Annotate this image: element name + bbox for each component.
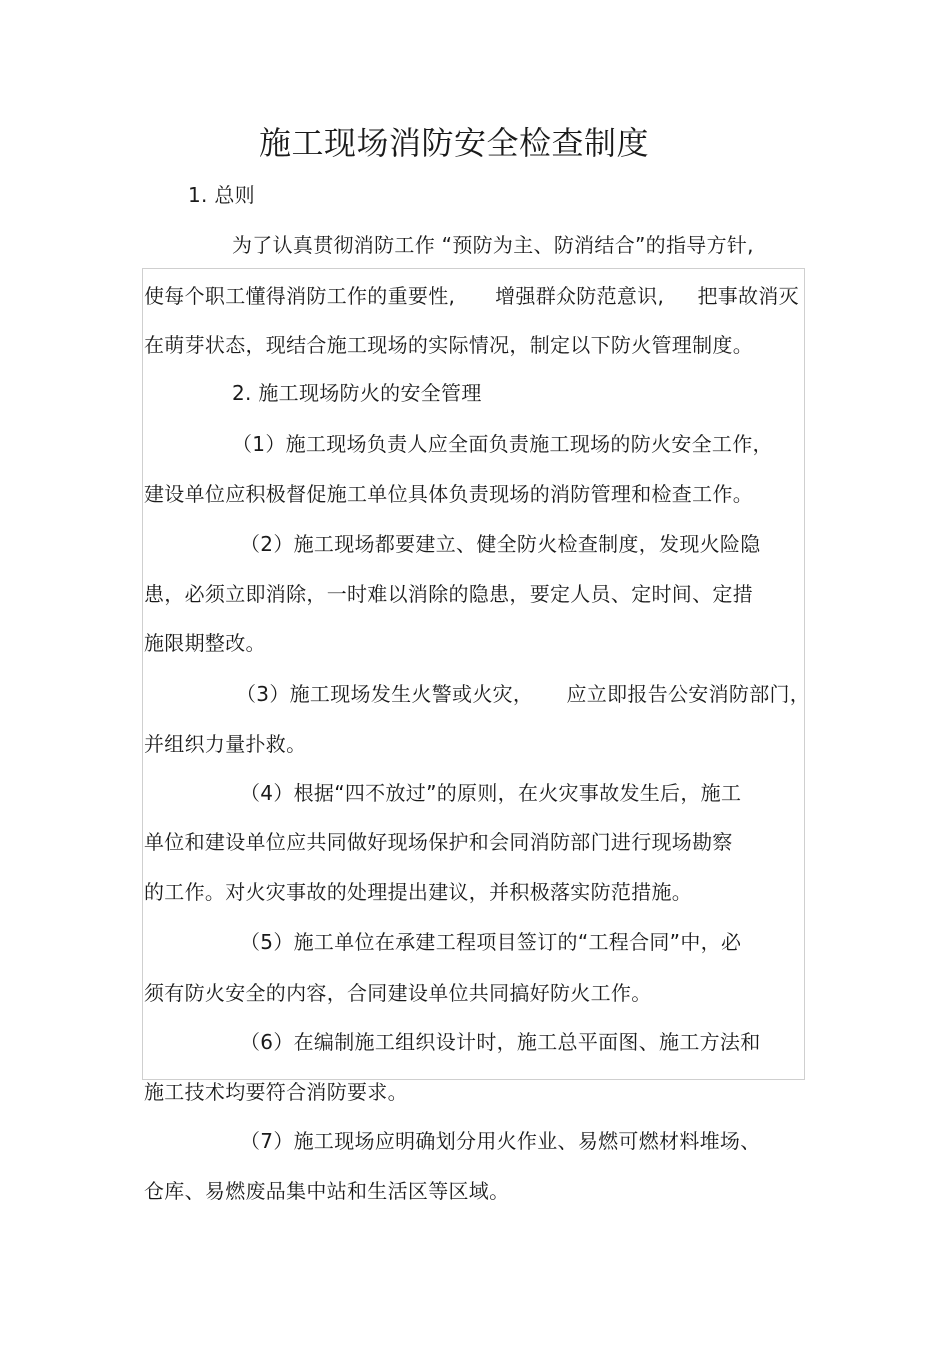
paragraph-line: 单位和建设单位应共同做好现场保护和会同消防部门进行现场勘察 <box>144 830 733 854</box>
paragraph-line: 施限期整改。 <box>144 631 266 655</box>
paragraph-line: （3）施工现场发生火警或火灾， 应立即报告公安消防部门， <box>236 682 811 706</box>
paragraph-line: 的工作。对火灾事故的处理提出建议，并积极落实防范措施。 <box>144 880 693 904</box>
section-heading-fire-management: 2. 施工现场防火的安全管理 <box>232 381 482 405</box>
paragraph-line: （5）施工单位在承建工程项目签订的“工程合同”中，必 <box>240 930 742 954</box>
paragraph-line: 为了认真贯彻消防工作 “预防为主、防消结合”的指导方针, <box>232 233 754 257</box>
paragraph-line: （6）在编制施工组织设计时，施工总平面图、施工方法和 <box>240 1030 761 1054</box>
paragraph-line: 须有防火安全的内容，合同建设单位共同搞好防火工作。 <box>144 981 652 1005</box>
paragraph-line: （1）施工现场负责人应全面负责施工现场的防火安全工作， <box>232 432 773 456</box>
paragraph-line: （2）施工现场都要建立、健全防火检查制度，发现火险隐 <box>240 532 761 556</box>
paragraph-line: 施工技术均要符合消防要求。 <box>144 1080 408 1104</box>
paragraph-line: 建设单位应积极督促施工单位具体负责现场的消防管理和检查工作。 <box>144 482 753 506</box>
page-title: 施工现场消防安全检查制度 <box>258 124 649 162</box>
paragraph-line: 在萌芽状态，现结合施工现场的实际情况，制定以下防火管理制度。 <box>144 333 753 357</box>
paragraph-line: 并组织力量扑救。 <box>144 732 307 756</box>
paragraph-line: （4）根据“四不放过”的原则，在火灾事故发生后，施工 <box>240 781 742 805</box>
paragraph-line: 使每个职工懂得消防工作的重要性, 增强群众防范意识, 把事故消灭 <box>144 284 799 308</box>
section-heading-general: 1. 总则 <box>188 183 255 207</box>
paragraph-line: 仓库、易燃废品集中站和生活区等区域。 <box>144 1179 510 1203</box>
paragraph-line: （7）施工现场应明确划分用火作业、易燃可燃材料堆场、 <box>240 1129 761 1153</box>
paragraph-line: 患，必须立即消除，一时难以消除的隐患，要定人员、定时间、定措 <box>144 582 753 606</box>
